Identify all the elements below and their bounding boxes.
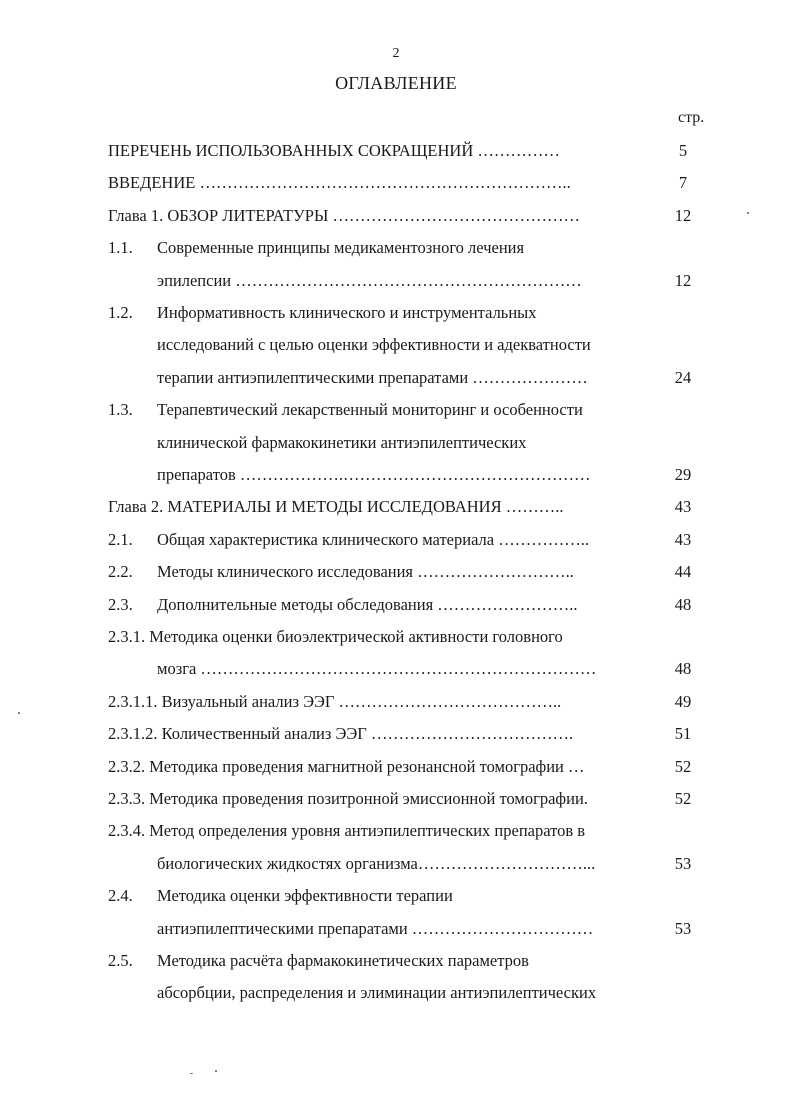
toc-page-number: 29 <box>674 465 692 484</box>
toc-page-number: 43 <box>674 529 692 549</box>
toc-entry-text: ПЕРЕЧЕНЬ ИСПОЛЬЗОВАННЫХ СОКРАЩЕНИЙ …………… <box>108 141 560 160</box>
toc-line <box>0 206 792 238</box>
toc-entry-text: исследований с целью оценки эффективности и адекватности <box>157 335 591 355</box>
toc-page-number: 52 <box>674 789 692 808</box>
toc-line <box>0 724 792 756</box>
toc-entry-text: Методика расчёта фармакокинетических параметров <box>157 951 529 970</box>
toc-page-number: 24 <box>674 367 692 387</box>
toc-page-number: 49 <box>674 691 692 711</box>
toc-page-number: 51 <box>674 724 692 744</box>
toc-line <box>0 562 792 594</box>
scan-speck <box>18 712 20 714</box>
toc-line <box>0 303 792 335</box>
toc-page-number: 48 <box>674 659 692 679</box>
toc-entry-text: ВВЕДЕНИЕ ………………………………………………………….. <box>108 173 571 193</box>
toc-entry-text: 2.3.3. Методика проведения позитронной эмиссионной томографии. <box>108 789 588 808</box>
toc-page-number: 53 <box>674 918 692 938</box>
toc-line <box>0 951 792 983</box>
page-number: 2 <box>392 46 400 61</box>
toc-page-number: 52 <box>674 756 692 776</box>
toc-line <box>0 400 792 432</box>
toc-line <box>0 659 792 691</box>
toc-entry-text: 2.3.1.1. Визуальный анализ ЭЭГ ………………………………….. <box>108 691 562 711</box>
toc-line <box>0 141 792 173</box>
toc-line <box>0 497 792 529</box>
toc-entry-text: Терапевтический лекарственный мониторинг и особенности <box>157 400 583 420</box>
toc-entry-text: биологических жидкостях организма…………………………... <box>157 853 596 873</box>
toc-line <box>0 757 792 789</box>
toc-line <box>0 854 792 886</box>
toc-entry-text: 2.3.1. Методика оценки биоэлектрической активности головного <box>108 627 563 646</box>
toc-section-number: 2.5. <box>108 951 133 970</box>
toc-entry-text: клинической фармакокинетики антиэпилептических <box>157 432 527 452</box>
toc-page-number: 48 <box>674 594 692 614</box>
toc-line <box>0 530 792 562</box>
toc-entry-text: терапии антиэпилептическими препаратами ………………… <box>157 367 588 387</box>
toc-entry-text: Методы клинического исследования ……………………….. <box>157 562 574 582</box>
toc-entry-text: препаратов ……………….……………………………………… <box>157 465 591 484</box>
toc-page-number: 53 <box>674 853 692 873</box>
toc-section-number: 2.3. <box>108 594 133 614</box>
toc-title: ОГЛАВЛЕНИЕ <box>335 73 457 93</box>
toc-line <box>0 821 792 853</box>
toc-entry-text: эпилепсии ……………………………………………………… <box>157 270 582 290</box>
toc-line <box>0 238 792 270</box>
toc-section-number: 1.2. <box>108 303 133 322</box>
page-column-header: стр. <box>678 109 705 126</box>
toc-page-number: 44 <box>674 562 692 582</box>
toc-line <box>0 789 792 821</box>
toc-entry-text: мозга ……………………………………………………………… <box>157 659 597 679</box>
toc-section-number: 2.2. <box>108 562 133 582</box>
toc-entry-text: Информативность клинического и инструментальных <box>157 303 537 322</box>
toc-entry-text: Глава 2. МАТЕРИАЛЫ И МЕТОДЫ ИССЛЕДОВАНИЯ ……….. <box>108 497 564 517</box>
toc-line <box>0 983 792 1015</box>
toc-entry-text: Современные принципы медикаментозного лечения <box>157 238 525 258</box>
toc-line <box>0 173 792 205</box>
toc-entry-text: Общая характеристика клинического материала …………….. <box>157 529 589 549</box>
toc-line <box>0 886 792 918</box>
toc-line <box>0 627 792 659</box>
toc-line <box>0 692 792 724</box>
toc-entry-text: Глава 1. ОБЗОР ЛИТЕРАТУРЫ ……………………………………… <box>108 205 580 225</box>
toc-line <box>0 919 792 951</box>
toc-line <box>0 335 792 367</box>
toc-entry-text: 2.3.1.2. Количественный анализ ЭЭГ ………………………………. <box>108 724 574 744</box>
toc-section-number: 2.1. <box>108 529 133 549</box>
toc-page-number: 12 <box>674 270 692 290</box>
toc-page-number: 43 <box>674 497 692 517</box>
toc-page-number: 12 <box>674 205 692 225</box>
toc-entry-text: Дополнительные методы обследования …………………….. <box>157 594 578 614</box>
toc-entry-text: Методика оценки эффективности терапии <box>157 886 453 906</box>
toc-line <box>0 368 792 400</box>
scan-speck <box>190 1073 193 1074</box>
toc-entry-text: антиэпилептическими препаратами …………………………… <box>157 918 594 938</box>
toc-line <box>0 271 792 303</box>
toc-entry-text: абсорбции, распределения и элиминации антиэпилептических <box>157 983 597 1003</box>
scan-speck <box>215 1070 217 1072</box>
scan-speck <box>747 212 749 214</box>
toc-page-number: 5 <box>678 141 688 160</box>
toc-page-number: 7 <box>678 173 688 193</box>
toc-line <box>0 465 792 497</box>
toc-entry-text: 2.3.4. Метод определения уровня антиэпилептических препаратов в <box>108 821 586 841</box>
toc-section-number: 1.1. <box>108 238 133 258</box>
toc-entry-text: 2.3.2. Методика проведения магнитной резонансной томографии … <box>108 756 585 776</box>
toc-section-number: 1.3. <box>108 400 133 420</box>
toc-line <box>0 433 792 465</box>
toc-line <box>0 595 792 627</box>
toc-section-number: 2.4. <box>108 886 133 906</box>
